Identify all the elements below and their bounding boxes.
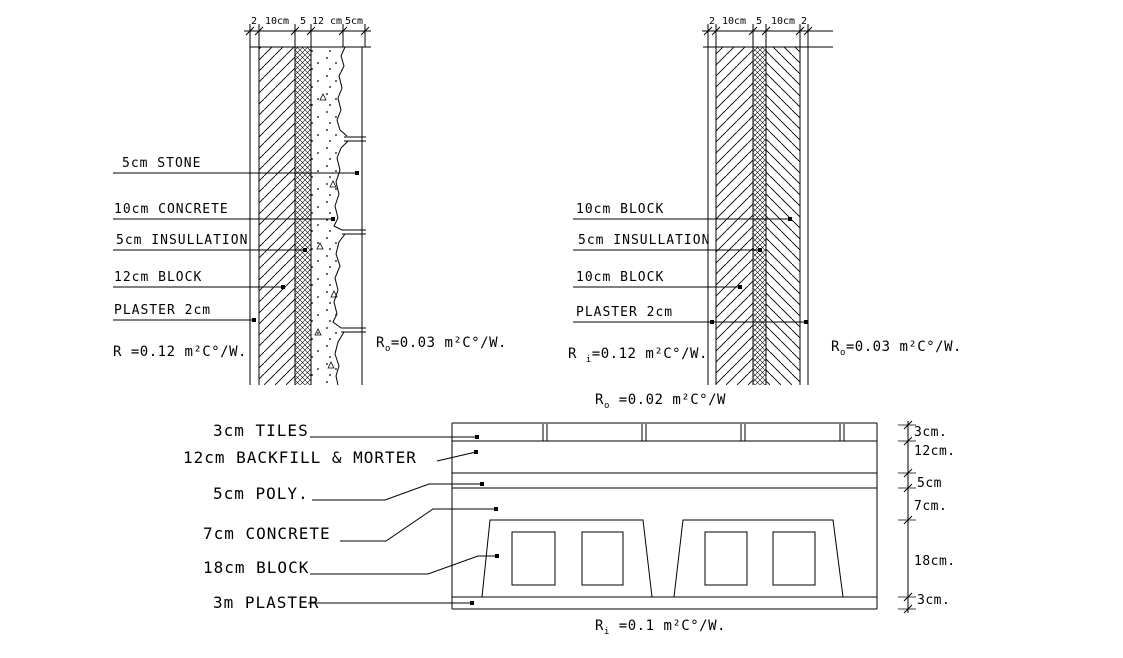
right-wall-r-inner-value [568,346,708,365]
block-core [582,532,623,585]
r-units: m²C°/W. [444,335,507,351]
r-symbol: R [595,618,604,634]
r-symbol: R [376,335,385,351]
r-symbol: R [113,344,122,360]
walls-r-center-value [595,392,726,411]
floor-r-value [595,618,726,637]
left-wall-label-block: 12cm BLOCK [114,270,203,285]
r-symbol: R [831,339,840,355]
r-subscript: o [384,343,391,354]
right-wall-dimension-line [702,24,833,47]
r-units: m²C°/W. [899,339,962,355]
floor-dim-backfill: 12cm. [914,444,956,459]
right-wall-dim-block-2: 10cm [770,16,796,27]
r-units: m²C°/W [672,392,726,408]
r-equation: =0.12 [121,344,176,360]
floor-label-plaster: 3m PLASTER [213,593,320,612]
left-wall-block-layer [259,47,295,385]
r-units: m²C°/W. [663,618,726,634]
left-wall-dim-concrete: 12 cm [311,16,343,27]
tile-joint-lines [543,424,844,441]
left-wall-label-insulation: 5cm INSULLATION [116,233,249,248]
left-wall-r-outer-value [376,335,507,354]
left-wall-r-inner-value [113,344,247,363]
r-subscript: o [839,347,846,358]
left-wall-label-concrete: 10cm CONCRETE [114,202,229,217]
r-subscript: i [603,626,610,637]
floor-label-backfill: 12cm BACKFILL & MORTER [183,448,417,467]
r-equation: =0.1 [609,618,655,634]
right-wall-label-block-1: 10cm BLOCK [576,202,665,217]
left-wall-insulation-layer [295,47,311,385]
floor-dim-plaster: 3cm. [917,593,951,608]
floor-label-block: 18cm BLOCK [203,558,310,577]
left-wall-dim-plaster: 2 [250,16,258,27]
left-wall-dim-stone: 5cm [344,16,364,27]
left-wall-dim-insulation: 5 [299,16,307,27]
floor-label-concrete: 7cm CONCRETE [203,524,331,543]
r-equation: =0.03 [845,339,891,355]
floor-dim-block: 18cm. [914,554,956,569]
r-units: m²C°/W. [645,346,708,362]
r-units: m²C°/W. [184,344,247,360]
left-wall-dim-block: 10cm [264,16,290,27]
hollow-block-1 [482,520,652,597]
floor-label-tiles: 3cm TILES [213,421,309,440]
right-wall-dim-insulation: 5 [755,16,763,27]
hollow-block-2 [674,520,843,597]
r-equation: =0.03 [390,335,436,351]
left-wall-label-stone: 5cm STONE [122,156,202,171]
floor-dim-poly: 5cm [917,476,942,491]
right-wall-label-plaster: PLASTER 2cm [576,305,674,320]
right-wall-dim-plaster-2: 2 [800,16,808,27]
floor-dim-concrete: 7cm. [914,499,948,514]
right-wall-dim-block-1: 10cm [721,16,747,27]
right-wall-block-layer-1 [716,47,753,385]
left-wall-label-plaster: PLASTER 2cm [114,303,212,318]
r-subscript: o [603,400,610,411]
block-core [512,532,555,585]
right-wall-label-block-2: 10cm BLOCK [576,270,665,285]
r-equation: =0.02 [609,392,664,408]
right-wall-dim-plaster-1: 2 [708,16,716,27]
right-wall-block-layer-2 [766,47,800,385]
right-wall-insulation-layer [753,47,766,385]
block-core [705,532,747,585]
floor-layer-lines [452,423,877,609]
r-symbol: R [595,392,604,408]
floor-label-poly: 5cm POLY. [213,484,309,503]
right-wall-r-outer-value [831,339,962,358]
right-wall-label-insulation: 5cm INSULLATION [578,233,711,248]
floor-dim-tiles: 3cm. [914,425,948,440]
left-wall-dimension-line [244,24,371,47]
r-symbol: R [568,346,577,362]
r-subscript: i [585,354,592,365]
block-core [773,532,815,585]
r-equation: =0.12 [591,346,637,362]
